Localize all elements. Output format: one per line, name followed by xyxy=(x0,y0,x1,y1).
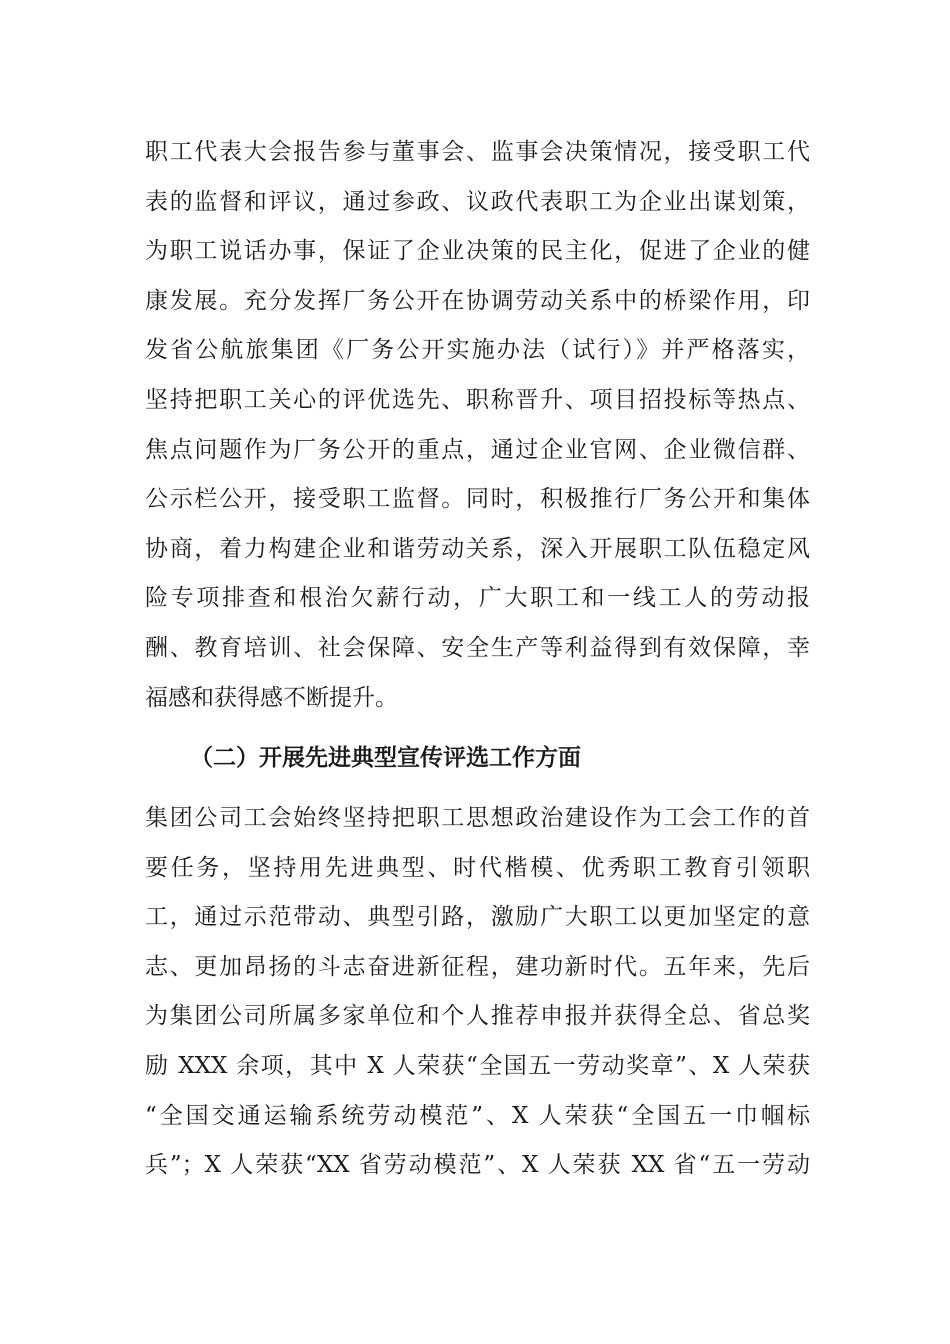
paragraph-1-line: 协商，着力构建企业和谐劳动关系，深入开展职工队伍稳定风 xyxy=(145,536,810,562)
paragraph-1-line: 康发展。充分发挥厂务公开在协调劳动关系中的桥梁作用，印 xyxy=(145,288,810,314)
paragraph-2-line: 要任务，坚持用先进典型、时代楷模、优秀职工教育引领职 xyxy=(145,855,810,881)
paragraph-1-line: 坚持把职工关心的评优选先、职称晋升、项目招投标等热点、 xyxy=(145,387,810,413)
paragraph-2-line: 集团公司工会始终坚持把职工思想政治建设作为工会工作的首 xyxy=(145,805,810,831)
paragraph-1-line: 职工代表大会报告参与董事会、监事会决策情况，接受职工代 xyxy=(145,139,810,165)
paragraph-1-line: 表的监督和评议，通过参政、议政代表职工为企业出谋划策， xyxy=(145,189,810,215)
paragraph-2-line: 励 XXX 余项，其中 X 人荣获“全国五一劳动奖章”、X 人荣获 xyxy=(145,1053,810,1079)
paragraph-1-line: 为职工说话办事，保证了企业决策的民主化，促进了企业的健 xyxy=(145,238,810,264)
paragraph-2-line: 工，通过示范带动、典型引路，激励广大职工以更加坚定的意 xyxy=(145,904,810,930)
paragraph-2-line: 兵”；X 人荣获“XX 省劳动模范”、X 人荣获 XX 省“五一劳动 xyxy=(145,1152,810,1178)
paragraph-1-line: 酬、教育培训、社会保障、安全生产等利益得到有效保障，幸 xyxy=(145,635,810,661)
paragraph-1-line: 公示栏公开，接受职工监督。同时，积极推行厂务公开和集体 xyxy=(145,486,810,512)
paragraph-1-line: 险专项排查和根治欠薪行动，广大职工和一线工人的劳动报 xyxy=(145,585,810,611)
paragraph-1-line: 发省公航旅集团《厂务公开实施办法（试行）》并严格落实， xyxy=(145,337,810,363)
paragraph-2-line: “全国交通运输系统劳动模范”、X 人荣获“全国五一巾帼标 xyxy=(145,1103,810,1129)
section-heading: （二）开展先进典型宣传评选工作方面 xyxy=(190,745,581,771)
paragraph-2-line: 为集团公司所属多家单位和个人推荐申报并获得全总、省总奖 xyxy=(145,1003,810,1029)
paragraph-2-line: 志、更加昂扬的斗志奋进新征程，建功新时代。五年来，先后 xyxy=(145,954,810,980)
paragraph-1-line: 焦点问题作为厂务公开的重点，通过企业官网、企业微信群、 xyxy=(145,437,810,463)
paragraph-1-line: 福感和获得感不断提升。 xyxy=(145,685,398,711)
